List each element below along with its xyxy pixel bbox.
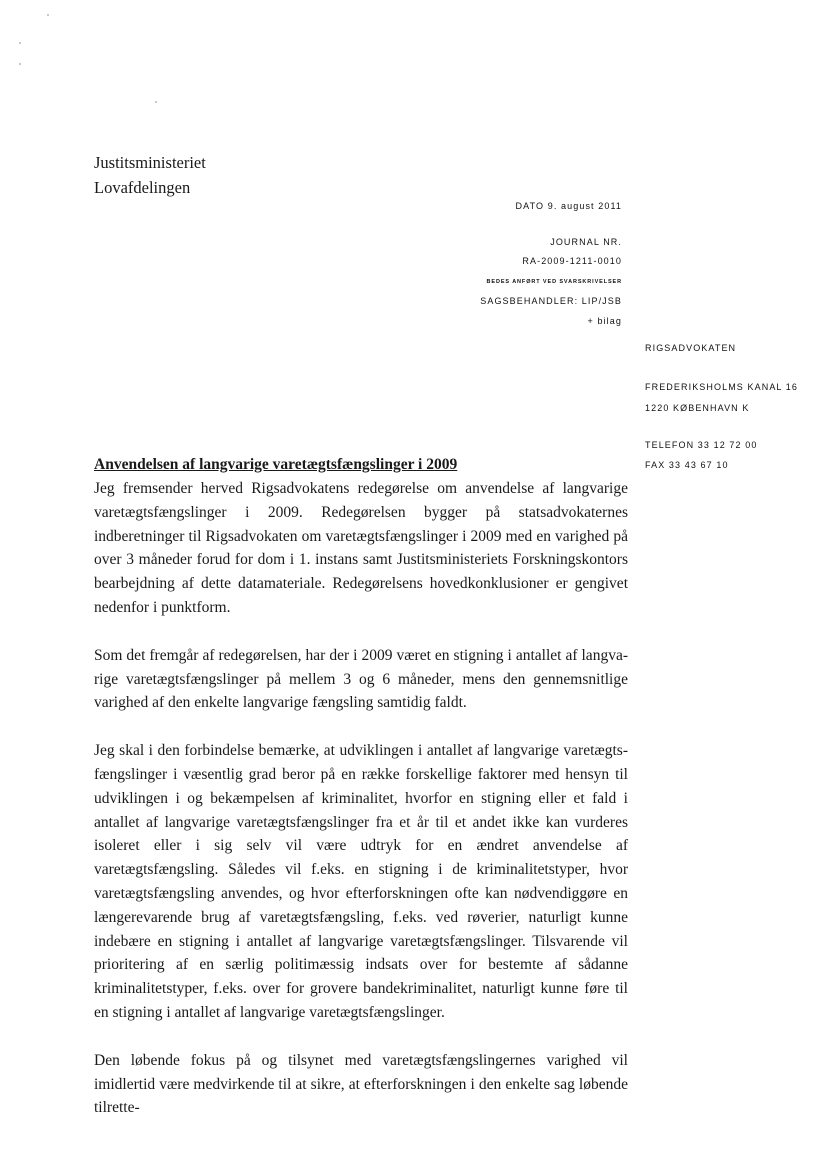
recipient-ministry: Justitsministeriet <box>94 153 206 172</box>
scan-speck <box>155 101 157 103</box>
office-name: RIGSADVOKATEN <box>645 343 737 353</box>
reference-note: BEDES ANFØRT VED SVARSKRIVELSER <box>486 279 622 285</box>
recipient-department: Lovafdelingen <box>94 178 191 197</box>
body-paragraph: Den løbende fokus på og tilsynet med varetægtsfængslingernes varighed vil imidlertid være medvirkende til at sikre, at efterforskningen i den enkelte sag løbende tilrette- <box>94 1051 628 1117</box>
office-fax: FAX 33 43 67 10 <box>645 460 729 470</box>
journal-number: RA-2009-1211-0010 <box>522 256 622 266</box>
letter-date: DATO 9. august 2011 <box>515 201 622 211</box>
office-street: FREDERIKSHOLMS KANAL 16 <box>645 382 799 392</box>
recipient-address <box>94 150 206 200</box>
body-paragraph: Som det fremgår af redegørelsen, har der i 2009 været en stigning i antallet af langvarige varetægtsfængslinger på mellem 3 og 6 måneder, mens den gennemsnitlige varighed af den enkelte langvarige fængsling samtidig faldt. <box>94 646 628 712</box>
journal-label: JOURNAL NR. <box>550 237 622 247</box>
body-paragraph: Jeg fremsender herved Rigsadvokatens redegørelse om anvendelse af langvarige varetægtsfængslinger i 2009. Redegørelsen bygger på statsadvokaternes indberetninger til Rigsadvokaten om varetægtsfængslinger i 2009 med en varighed på over 3 måneder forud for dom i 1. instans samt Justitsministeriets Forskningskontors bearbejdning af dette datamateriale. Redegørelsens hovedkonklusioner er gengivet nedenfor i punktform. <box>94 480 628 616</box>
letter-subject: Anvendelsen af langvarige varetægtsfængslinger i 2009 <box>94 456 458 473</box>
letter-body <box>94 477 628 1144</box>
office-phone: TELEFON 33 12 72 00 <box>645 440 758 450</box>
office-city: 1220 KØBENHAVN K <box>645 403 750 413</box>
case-officer: SAGSBEHANDLER: LIP/JSB <box>480 296 622 306</box>
scan-speck <box>47 14 49 16</box>
body-paragraph: Jeg skal i den forbindelse bemærke, at udviklingen i antallet af langvarige varetægtsfængslinger i væsentlig grad beror på en række forskellige faktorer med hensyn til udviklingen i og bekæmpelsen af kriminalitet, hvorfor en stigning eller et fald i antallet af langvarige varetægtsfængslinger fra et år til et andet ikke kan vurderes isoleret eller i sig selv vil være udtryk for en ændret anvendelse af varetægtsfængsling. Således vil f.eks. en stigning i de kriminalitetstyper, hvor varetægtsfængsling anvendes, og hvor efterforskningen ofte kan nødvendiggøre en længerevarende brug af varetægtsfængsling, f.eks. ved røverier, naturligt kunne indebære en stigning i antallet af langvarige varetægtsfængslinger. Tilsvarende vil prioritering af en særlig politimæssig indsats over for bestemte af sådanne kriminalitetstyper, f.eks. over for grovere bandekriminalitet, naturligt kunne føre til en stigning i antallet af langvarige varetægtsfængslinger. <box>94 742 628 1021</box>
scan-speck <box>19 63 21 65</box>
enclosure-note: + bilag <box>587 316 622 326</box>
scan-speck <box>19 42 21 44</box>
